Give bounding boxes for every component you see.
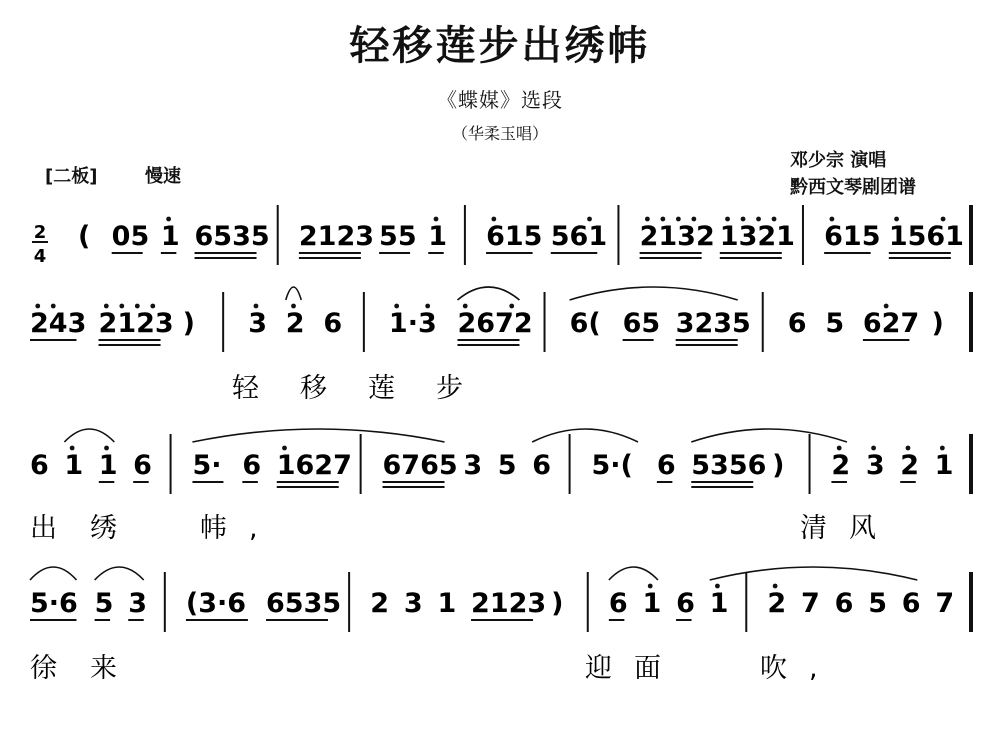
octave-dot xyxy=(425,304,430,309)
note-group: 6765 xyxy=(382,450,458,481)
octave-dot xyxy=(394,304,399,309)
slur xyxy=(64,429,114,442)
note-group: 6 xyxy=(901,588,921,619)
octave-dot xyxy=(715,584,720,589)
note-group: 6 xyxy=(656,450,676,481)
lyric-syllable: 吹, xyxy=(760,653,840,684)
lyric-syllable: 帏, xyxy=(200,513,280,544)
octave-dot xyxy=(940,446,945,451)
octave-dot xyxy=(166,217,171,222)
note-group: 3 xyxy=(248,308,268,339)
octave-dot xyxy=(150,304,155,309)
octave-dot xyxy=(837,446,842,451)
octave-dot xyxy=(645,217,650,222)
octave-dot xyxy=(51,304,56,309)
lyric-syllable: 来 xyxy=(90,653,117,684)
octave-dot xyxy=(104,446,109,451)
note-group: 6 xyxy=(608,588,628,619)
transcriber-credit: 黔西文琴剧团谱 xyxy=(790,177,916,198)
note-group: 2 xyxy=(767,588,787,619)
slur xyxy=(457,287,519,300)
octave-dot xyxy=(660,217,665,222)
note-group: 5 xyxy=(868,588,887,619)
note-group: 615 xyxy=(486,221,543,252)
note-group: 615 xyxy=(824,221,881,252)
octave-dot xyxy=(871,446,876,451)
note-group: 2 xyxy=(900,450,920,481)
note-group: 1 xyxy=(160,221,180,252)
note-group: 2123 xyxy=(298,221,375,252)
singer-note: （华柔玉唱） xyxy=(451,124,548,143)
note-group: 1 xyxy=(934,450,954,481)
note-group: 2132 xyxy=(639,221,715,252)
note-group: 55 xyxy=(379,221,417,252)
lyric-syllable: 出 xyxy=(30,513,57,544)
octave-dot xyxy=(254,304,259,309)
note-group: 6 xyxy=(834,588,854,619)
note-group: 2 xyxy=(370,588,390,619)
note-group: 3 xyxy=(865,450,885,481)
octave-dot xyxy=(648,584,653,589)
octave-dot xyxy=(829,217,834,222)
note-group: ( xyxy=(78,221,91,252)
lyric-syllable: 轻 xyxy=(232,373,259,404)
octave-dot xyxy=(35,304,40,309)
note-group: 2672 xyxy=(457,308,533,339)
lyric-syllable: 清风 xyxy=(800,513,898,544)
note-group: 5·6 xyxy=(30,588,78,619)
note-group: 627 xyxy=(862,308,920,339)
time-sig-top: 2 xyxy=(33,222,47,243)
note-group: 6 xyxy=(30,450,49,481)
note-group: 2123 xyxy=(471,588,547,619)
note-group: 3 xyxy=(463,450,483,481)
slur xyxy=(691,429,847,442)
note-group: 1 xyxy=(642,588,662,619)
tempo-board: [二板] xyxy=(45,166,98,187)
note-group: 7 xyxy=(935,588,955,619)
octave-dot xyxy=(587,217,592,222)
lyric-syllable: 步 xyxy=(436,373,463,404)
lyric-syllable: 徐 xyxy=(30,653,57,684)
note-group: 6535 xyxy=(266,588,342,619)
lyric-syllable: 移 xyxy=(300,373,327,404)
octave-dot xyxy=(291,304,296,309)
note-group: 2123 xyxy=(98,308,174,339)
note-group: 1·3 xyxy=(388,308,437,339)
note-group: 5356 xyxy=(691,450,767,481)
note-group: 6 xyxy=(676,588,695,619)
tempo-speed: 慢速 xyxy=(145,166,181,187)
note-group: ) xyxy=(772,450,785,481)
note-group: 6( xyxy=(569,308,601,339)
slur xyxy=(710,567,918,580)
note-group: 5 xyxy=(825,308,845,339)
note-group: 5 xyxy=(94,588,114,619)
octave-dot xyxy=(135,304,140,309)
octave-dot xyxy=(509,304,514,309)
note-group: (3·6 xyxy=(185,588,247,619)
octave-dot xyxy=(741,217,746,222)
note-group: 5·( xyxy=(591,450,633,481)
note-group: 05 xyxy=(111,221,150,252)
note-group: 6 xyxy=(787,308,807,339)
octave-dot xyxy=(884,304,889,309)
lyric-syllable: 迎面 xyxy=(585,653,683,684)
lyric-syllable: 莲 xyxy=(368,373,395,404)
note-group: 1 xyxy=(98,450,118,481)
note-group: 1561 xyxy=(888,221,964,252)
octave-dot xyxy=(756,217,761,222)
note-group: 3235 xyxy=(675,308,751,339)
slur xyxy=(286,287,302,300)
note-group: 1 xyxy=(709,588,729,619)
note-group: 1 xyxy=(64,450,84,481)
note-group: 65 xyxy=(622,308,661,339)
song-title: 轻移莲步出绣帏 xyxy=(349,22,651,69)
performer-credit: 邓少宗 演唱 xyxy=(790,150,887,171)
time-sig-bottom: 4 xyxy=(33,246,47,267)
octave-dot xyxy=(491,217,496,222)
slur xyxy=(95,567,144,580)
note-group: 6 xyxy=(133,450,152,481)
octave-dot xyxy=(104,304,109,309)
note-group: 1321 xyxy=(719,221,795,252)
note-group: 561 xyxy=(550,221,608,252)
slur xyxy=(30,567,77,580)
lyric-syllable: 绣 xyxy=(90,513,117,544)
octave-dot xyxy=(772,217,777,222)
note-group: ) xyxy=(551,588,564,619)
slur xyxy=(532,429,638,442)
note-group: 7 xyxy=(800,588,820,619)
octave-dot xyxy=(434,217,439,222)
octave-dot xyxy=(691,217,696,222)
note-group: ) xyxy=(182,308,195,339)
note-group: 243 xyxy=(30,308,87,339)
note-group: 5· xyxy=(192,450,222,481)
note-group: 6 xyxy=(323,308,343,339)
note-group: 5 xyxy=(497,450,517,481)
octave-dot xyxy=(676,217,681,222)
note-group: 1 xyxy=(428,221,448,252)
note-group: 6 xyxy=(242,450,262,481)
octave-dot xyxy=(119,304,124,309)
octave-dot xyxy=(282,446,287,451)
note-group: 3 xyxy=(128,588,148,619)
note-group: 2 xyxy=(285,308,305,339)
note-group: 6535 xyxy=(194,221,270,252)
slur xyxy=(570,287,738,300)
slur xyxy=(609,567,658,580)
octave-dot xyxy=(906,446,911,451)
note-group: 1627 xyxy=(276,450,352,481)
slur xyxy=(192,429,444,442)
octave-dot xyxy=(894,217,899,222)
note-group: 2 xyxy=(831,450,851,481)
note-group: 3 xyxy=(403,588,423,619)
octave-dot xyxy=(463,304,468,309)
song-subtitle: 《蝶媒》选段 xyxy=(437,88,563,112)
note-group: ) xyxy=(931,308,944,339)
octave-dot xyxy=(725,217,730,222)
octave-dot xyxy=(941,217,946,222)
octave-dot xyxy=(773,584,778,589)
octave-dot xyxy=(70,446,75,451)
note-group: 1 xyxy=(437,588,457,619)
note-group: 6 xyxy=(532,450,551,481)
